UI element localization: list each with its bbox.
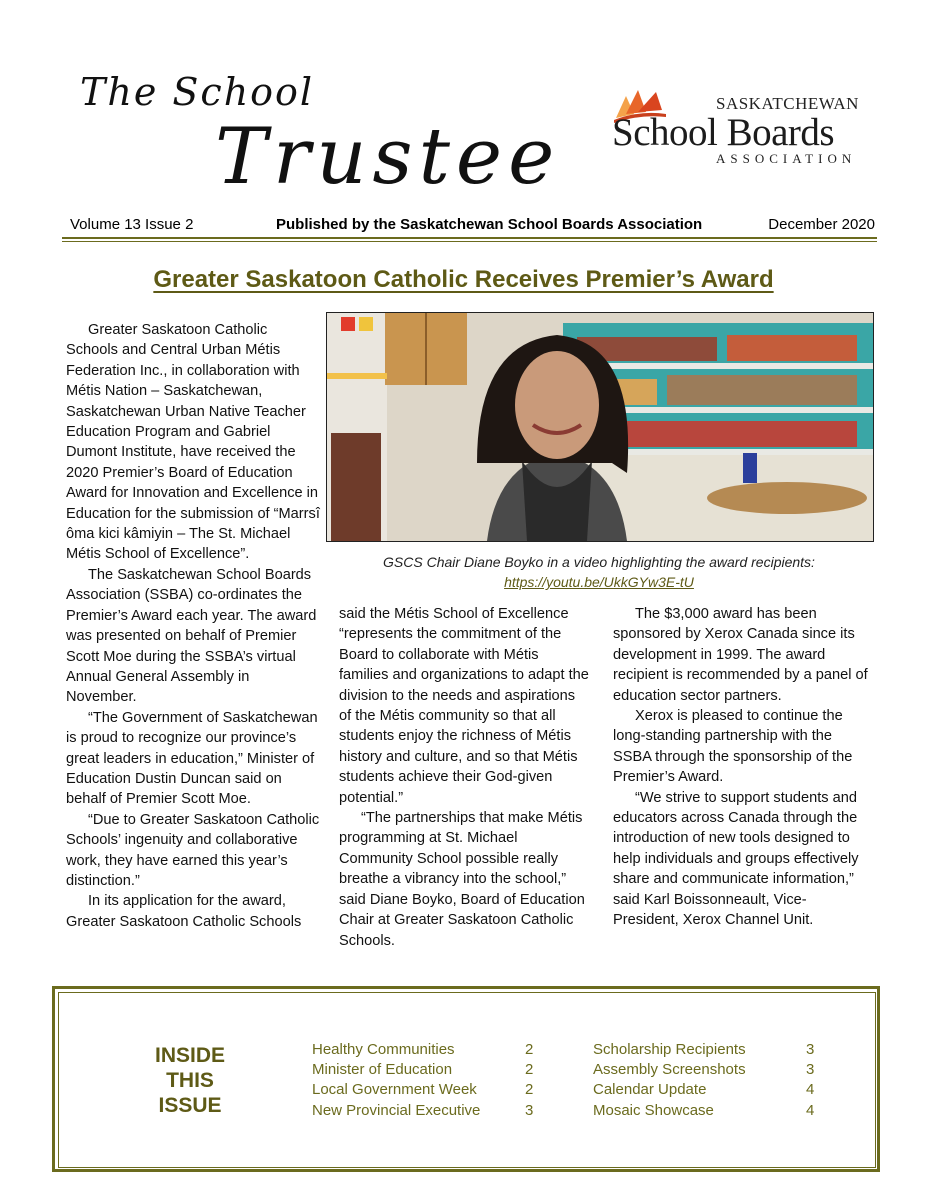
publisher-line: Published by the Saskatchewan School Boards Association [276,216,703,233]
toc-item-label: Healthy Communities [312,1041,455,1058]
toc-item-page: 4 [806,1081,815,1099]
logo-text-middle: School Boards [612,111,835,154]
caption-text: GSCS Chair Diane Boyko in a video highlighting the award recipients: [383,554,815,570]
toc-item[interactable] [312,1101,542,1121]
masthead-title-line1: The School [80,70,315,114]
toc-item[interactable] [312,1040,542,1060]
toc-item-label: Local Government Week [312,1081,477,1099]
article-column-1 [66,320,322,932]
toc-item[interactable] [312,1060,542,1080]
paragraph: The Saskatchewan School Boards Association (SSBA) co-ordinates the Premier’s Award each year. The award was presented on behalf of Premier Scott Moe during the SSBA’s virtual Annual General Assembly in November. [66,566,317,706]
toc-column-right [593,1040,823,1121]
paragraph: “The Government of Saskatchewan is proud to recognize our province’s great leaders in education,” Minister of Education Dustin Duncan said on behalf of Premier Scott Moe. [66,709,318,808]
toc-item-label: Scholarship Recipients [593,1041,746,1058]
inside-issue-title: INSIDE THIS ISSUE [154,1044,225,1117]
toc-item[interactable] [593,1040,823,1060]
paragraph: The $3,000 award has been sponsored by Xerox Canada since its development in 1999. The award recipient is recommended by a panel of education sector partners. [613,606,868,704]
article-photo [326,312,874,542]
paragraph: “We strive to support students and educators across Canada through the introduction of new tools designed to help individuals and groups effectively share and communicate information,” said Karl Boissonneault, Vice-President, Xerox Channel Unit. [613,789,859,929]
photo-illustration [327,313,873,541]
photo-caption [326,552,872,592]
paragraph: said the Métis School of Excellence “represents the commitment of the Board to collaborate with Métis families and organizations to adapt the division to the needs and aspirations of the Métis community so that all students enjoy the richness of Métis history and culture, and so that Métis students achieve their God-given potential.” [339,606,589,806]
toc-item-page: 3 [806,1041,815,1058]
toc-item-label: Minister of Education [312,1061,453,1079]
toc-item-label: New Provincial Executive [312,1101,481,1119]
toc-item[interactable] [593,1080,823,1100]
header-rule-thin [62,241,877,242]
issue-date: December 2020 [768,216,875,233]
toc-item-label: Assembly Screenshots [593,1061,746,1079]
article-column-3 [613,604,868,931]
header-rule [62,237,877,239]
article-column-2 [339,604,589,951]
paragraph: Xerox is pleased to continue the long-standing partnership with the SSBA through the sponsorship of the Premier’s Award. [613,708,853,786]
article-headline: Greater Saskatoon Catholic Receives Premier’s Award [153,266,774,293]
paragraph: “The partnerships that make Métis programming at St. Michael Community School possible really breathe a vibrancy into the school,” said Diane Boyko, Board of Education Chair at Greater Saskatoon Catholic Schools. [339,810,585,949]
toc-item-page: 2 [525,1061,534,1079]
masthead-title-line2: Trustee [215,112,561,202]
toc-item-label: Calendar Update [593,1081,707,1099]
ssba-logo [612,84,877,164]
video-link[interactable]: https://youtu.be/UkkGYw3E-tU [504,574,694,590]
toc-item[interactable] [593,1101,823,1121]
toc-item[interactable] [593,1060,823,1080]
toc-item-label: Mosaic Showcase [593,1101,714,1119]
toc-item-page: 2 [525,1081,534,1099]
toc-column-left [312,1040,542,1121]
toc-item-page: 3 [806,1061,815,1079]
logo-text-top: SASKATCHEWAN [716,94,859,113]
toc-item-page: 4 [806,1101,815,1119]
logo-text-bottom: ASSOCIATION [716,151,857,166]
paragraph: Greater Saskatoon Catholic Schools and Central Urban Métis Federation Inc., in collaboration with Métis Nation – Saskatchewan, Saskatchewan Urban Native Teacher Education Program and Gabriel Dumont Institute, have received the 2020 Premier’s Board of Education Award for Innovation and Excellence in Education for the submission of “Marrsî ôma kici kâmiyin – The St. Michael Métis School of Excellence”. [66,322,320,563]
toc-item[interactable] [312,1080,542,1100]
paragraph: In its application for the award, Greater Saskatoon Catholic Schools [66,893,302,930]
paragraph: “Due to Greater Saskatoon Catholic Schools’ ingenuity and collaborative work, they have earned this year’s distinction.” [66,811,320,889]
toc-item-page: 2 [525,1041,534,1058]
issue-volume: Volume 13 Issue 2 [70,216,194,233]
toc-item-page: 3 [525,1101,534,1119]
